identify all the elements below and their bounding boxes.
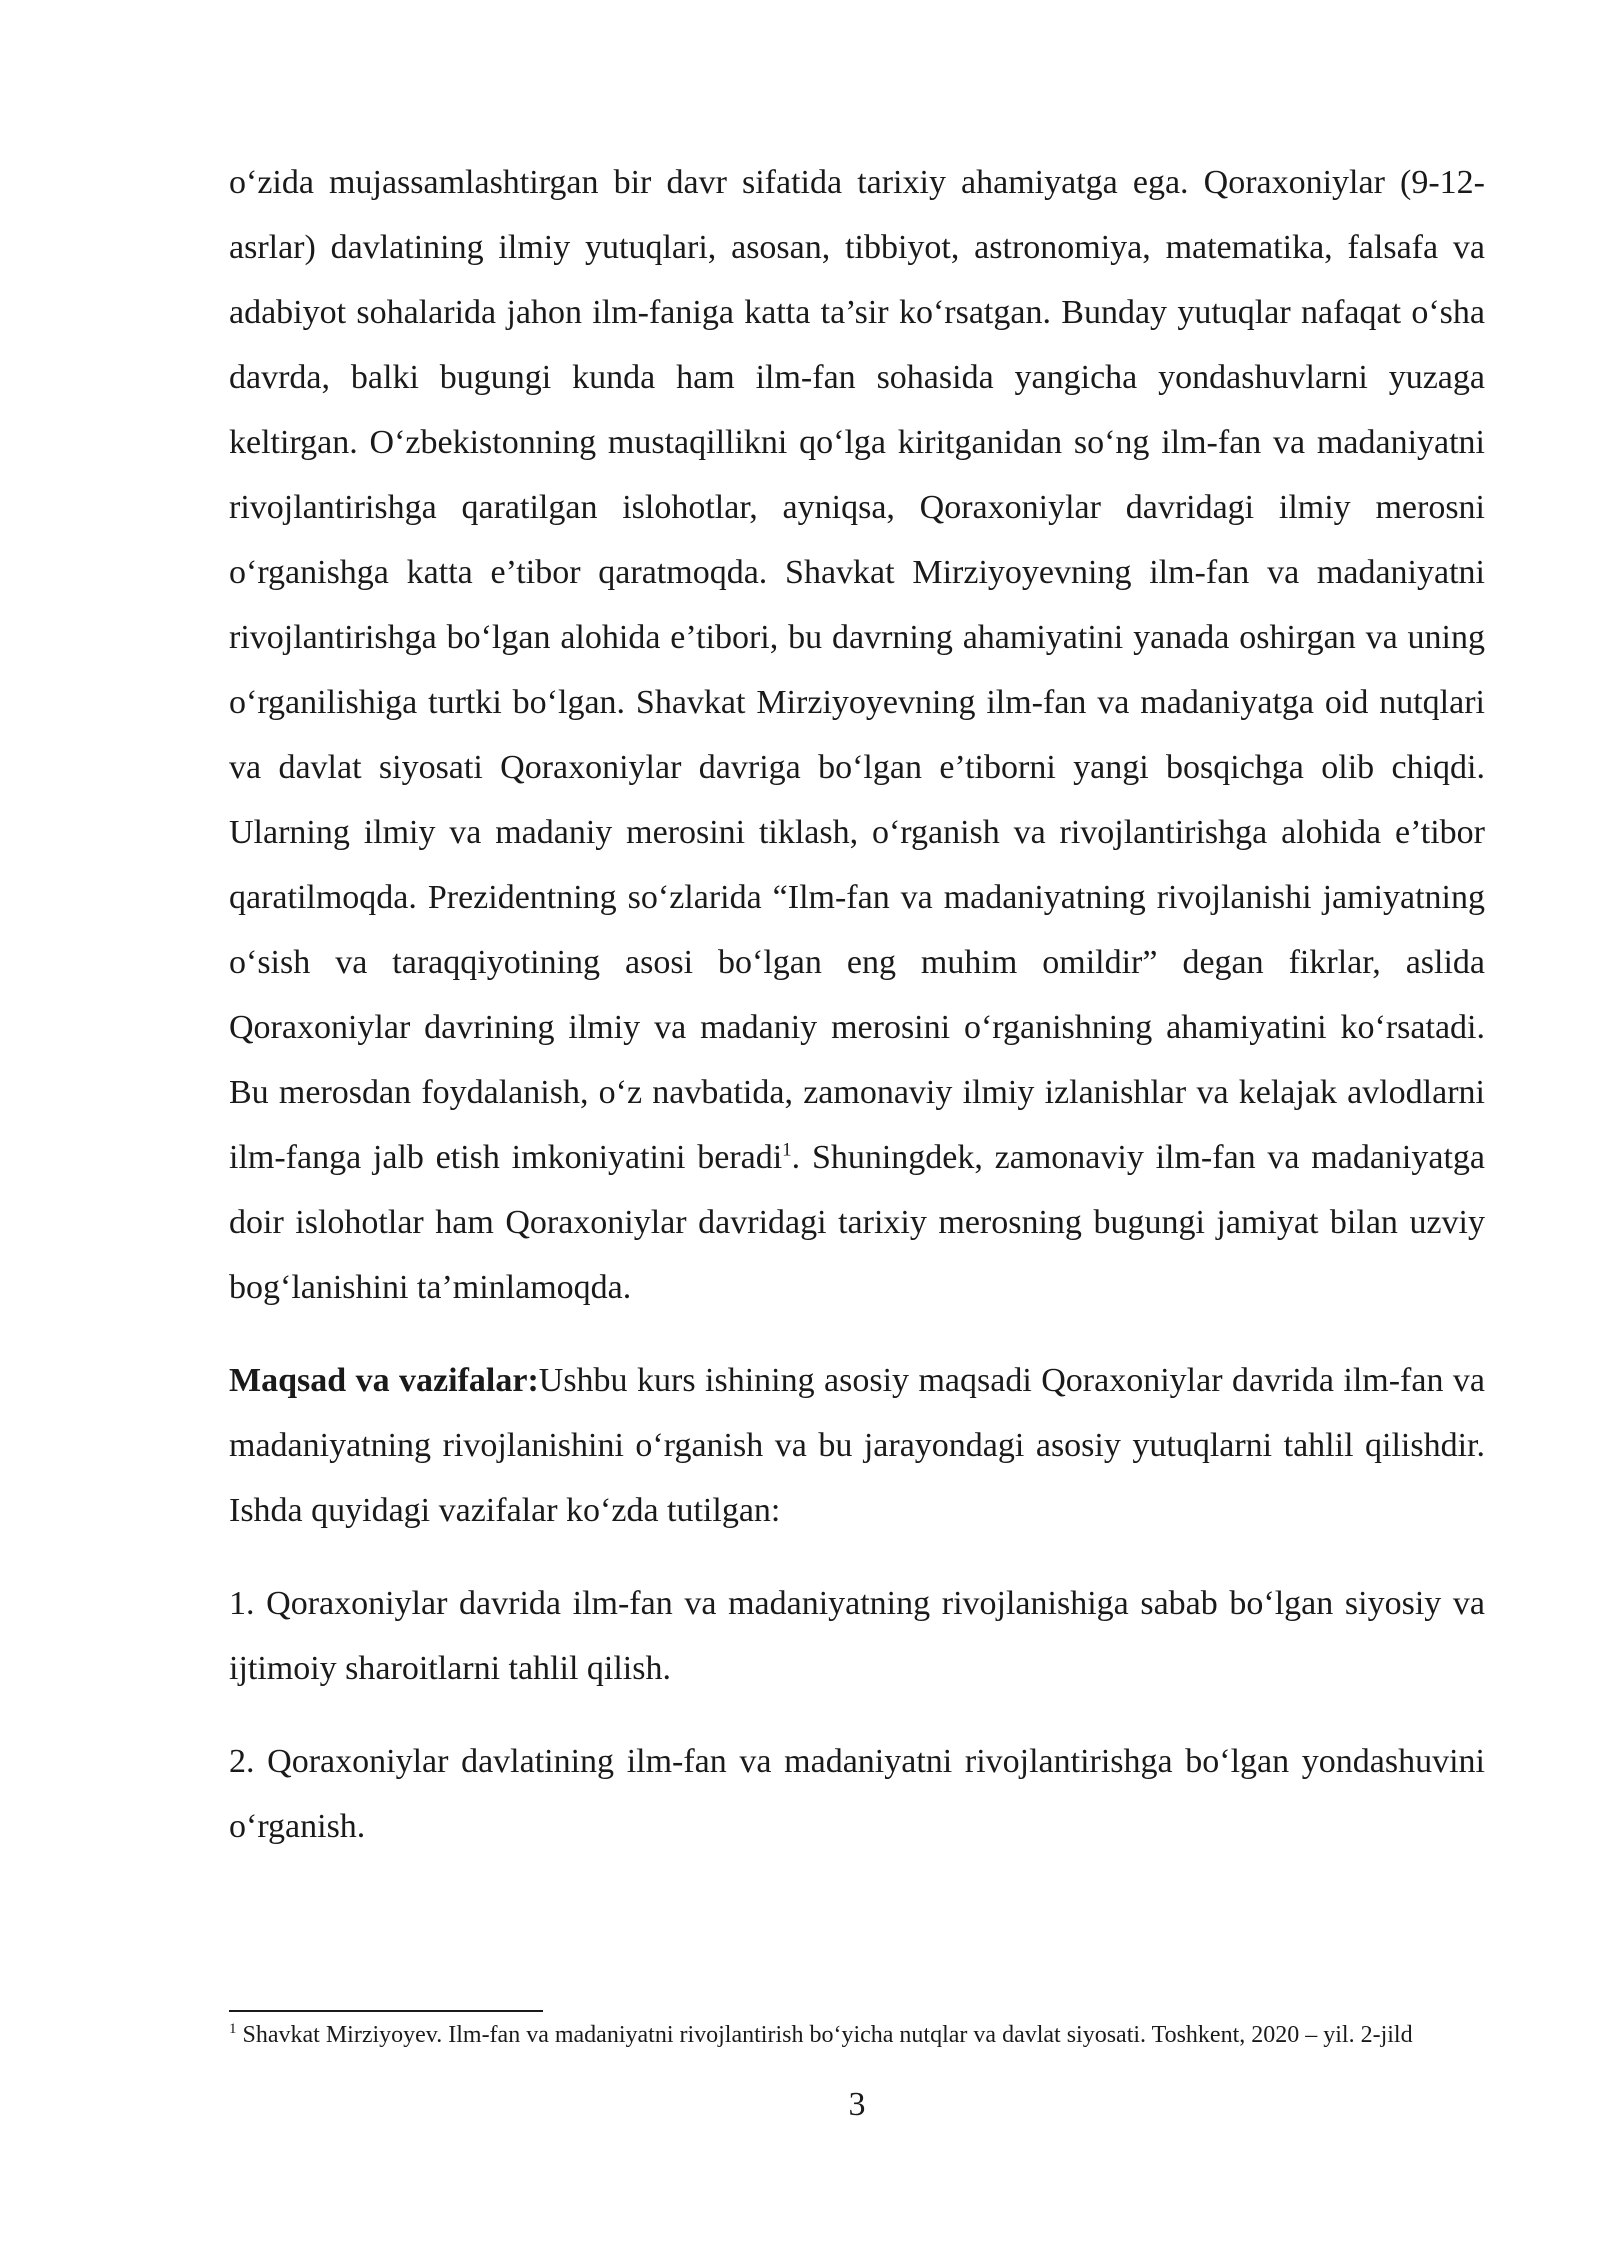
intro-paragraph-continuation: . Shuningdek, zamonaviy ilm-fan va madaniyatga doir islohotlar ham Qoraxoniylar davridagi tarixiy merosning bugungi jamiyat bilan uzviy bog‘lanishini ta’minlamoqda. [229,1139,1485,1306]
intro-paragraph [229,150,1485,1320]
footnote-divider [229,2010,543,2012]
footnote-marker: 1 [229,2021,237,2037]
goals-heading: Maqsad va vazifalar: [229,1362,539,1399]
page-body [229,150,1485,1859]
goals-paragraph [229,1348,1485,1543]
task-item-2: 2. Qoraxoniylar davlatining ilm-fan va madaniyatni rivojlantirishga bo‘lgan yondashuvini o‘rganish. [229,1743,1485,1845]
footnote [229,2019,1485,2051]
page-number: 3 [848,2086,866,2123]
footnote-text: Shavkat Mirziyoyev. Ilm-fan va madaniyatni rivojlantirish bo‘yicha nutqlar va davlat siyosati. Toshkent, 2020 – yil. 2-jild [236,2022,1413,2048]
goals-text: Ushbu kurs ishining asosiy maqsadi Qoraxoniylar davrida ilm-fan va madaniyatning rivojlanishini o‘rganish va bu jarayondagi asosiy yutuqlarni tahlil qilishdir. Ishda quyidagi vazifalar ko‘zda tutilgan: [229,1362,1485,1529]
footnote-reference: 1 [782,1139,792,1161]
intro-paragraph-text: o‘zida mujassamlashtirgan bir davr sifatida tarixiy ahamiyatga ega. Qoraxoniylar (9-12-asrlar) davlatining ilmiy yutuqlari, asosan, tibbiyot, astronomiya, matematika, falsafa va adabiyot sohalarida jahon ilm-faniga katta ta’sir ko‘rsatgan. Bunday yutuqlar nafaqat o‘sha davrda, balki bugungi kunda ham ilm-fan sohasida yangicha yondashuvlarni yuzaga keltirgan. O‘zbekistonning mustaqillikni qo‘lga kiritganidan so‘ng ilm-fan va madaniyatni rivojlantirishga qaratilgan islohotlar, ayniqsa, Qoraxoniylar davridagi ilmiy merosni o‘rganishga katta e’tibor qaratmoqda. Shavkat Mirziyoyevning ilm-fan va madaniyatni rivojlantirishga bo‘lgan alohida e’tibori, bu davrning ahamiyatini yanada oshirgan va uning o‘rganilishiga turtki bo‘lgan. Shavkat Mirziyoyevning ilm-fan va madaniyatga oid nutqlari va davlat siyosati Qoraxoniylar davriga bo‘lgan e’tiborni yangi bosqichga olib chiqdi. Ularning ilmiy va madaniy merosini tiklash, o‘rganish va rivojlantirishga alohida e’tibor qaratilmoqda. Prezidentning so‘zlarida “Ilm-fan va madaniyatning rivojlanishi jamiyatning o‘sish va taraqqiyotining asosi bo‘lgan eng muhim omildir” degan fikrlar, aslida Qoraxoniylar davrining ilmiy va madaniy merosini o‘rganishning ahamiyatini ko‘rsatadi. Bu merosdan foydalanish, o‘z navbatida, zamonaviy ilmiy izlanishlar va kelajak avlodlarni ilm-fanga jalb etish imkoniyatini beradi [229,164,1485,1176]
task-item-1: 1. Qoraxoniylar davrida ilm-fan va madaniyatning rivojlanishiga sabab bo‘lgan siyosiy va ijtimoiy sharoitlarni tahlil qilish. [229,1585,1485,1687]
